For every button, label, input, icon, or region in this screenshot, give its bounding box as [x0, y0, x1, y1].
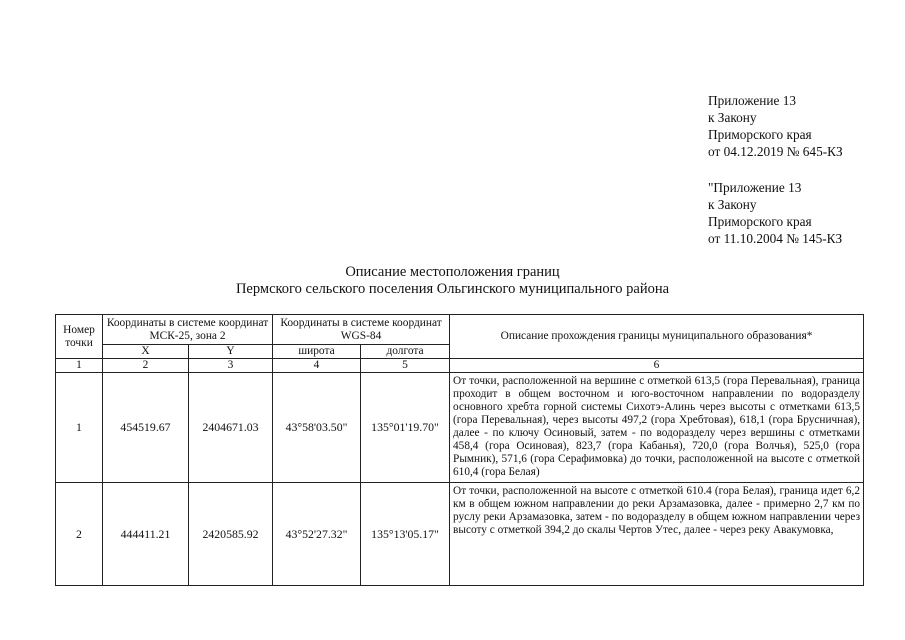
coord-latitude: 43°52'27.32" [273, 483, 361, 586]
appendix-line: к Закону [708, 110, 757, 125]
header-msk-coordinates: Координаты в системе координат МСК-25, зона 2 [103, 315, 273, 345]
header-y: Y [189, 345, 273, 359]
appendix-reference-original [708, 179, 842, 247]
column-number: 2 [103, 359, 189, 373]
coord-x: 444411.21 [103, 483, 189, 586]
point-number: 1 [56, 373, 103, 483]
column-number: 4 [273, 359, 361, 373]
appendix-line: Приложение 13 [708, 93, 796, 108]
header-point-number: Номер точки [56, 315, 103, 359]
document-subtitle: Пермского сельского поселения Ольгинского муниципального района [235, 281, 670, 297]
appendix-line: Приморского края [708, 127, 812, 142]
coord-latitude: 43°58'03.50" [273, 373, 361, 483]
boundary-description: От точки, расположенной на вершине с отметкой 613,5 (гора Перевальная), граница проходит в общем восточном и юго-восточном направлении по водоразделу основного хребта горной системы Сихотэ-Алинь через высоты с отметками 613,5 (гора Перевальная), через высоты 497,2 (гора Хребтовая), 618,1 (гора Брусничная), далее - по ключу Осиновый, затем - по водоразделу через вершины с отметками 458,4 (гора Осиновая), 823,7 (гора Кабанья), 720,0 (гора Волчья), 525,0 (гора Рымник), 571,6 (гора Серафимовка) до точки, расположенной на высоте с отметкой 610,4 (гора Белая) [450, 373, 864, 483]
header-latitude: широта [273, 345, 361, 359]
coord-y: 2404671.03 [189, 373, 273, 483]
boundary-table [55, 314, 864, 586]
appendix-line: от 11.10.2004 № 145-КЗ [708, 231, 843, 246]
column-number: 1 [56, 359, 103, 373]
header-x: X [103, 345, 189, 359]
appendix-line: Приморского края [708, 214, 812, 229]
table-row [56, 483, 864, 586]
column-number: 5 [361, 359, 450, 373]
appendix-line: к Закону [708, 197, 757, 212]
coord-y: 2420585.92 [189, 483, 273, 586]
column-number: 3 [189, 359, 273, 373]
coord-x: 454519.67 [103, 373, 189, 483]
appendix-line: от 04.12.2019 № 645-КЗ [708, 144, 843, 159]
header-boundary-description: Описание прохождения границы муниципального образования* [450, 315, 864, 359]
column-number-row [56, 359, 864, 373]
appendix-reference-current [708, 92, 843, 160]
document-title: Описание местоположения границ [345, 264, 560, 280]
table-header-row [56, 315, 864, 345]
header-wgs-coordinates: Координаты в системе координат WGS-84 [273, 315, 450, 345]
coord-longitude: 135°13'05.17" [361, 483, 450, 586]
boundary-description: От точки, расположенной на высоте с отметкой 610.4 (гора Белая), граница идет 6,2 км в общем южном направлении до реки Арзамазовка, далее - примерно 2,7 км по руслу реки Арзамазовка, затем - по водоразделу в общем южном направлении через высоту с отметкой 394,2 до скалы Чертов Утес, далее - через реку Авакумовка, [450, 483, 864, 586]
point-number: 2 [56, 483, 103, 586]
appendix-line: "Приложение 13 [708, 180, 802, 195]
coord-longitude: 135°01'19.70" [361, 373, 450, 483]
column-number: 6 [450, 359, 864, 373]
header-longitude: долгота [361, 345, 450, 359]
table-row [56, 373, 864, 483]
